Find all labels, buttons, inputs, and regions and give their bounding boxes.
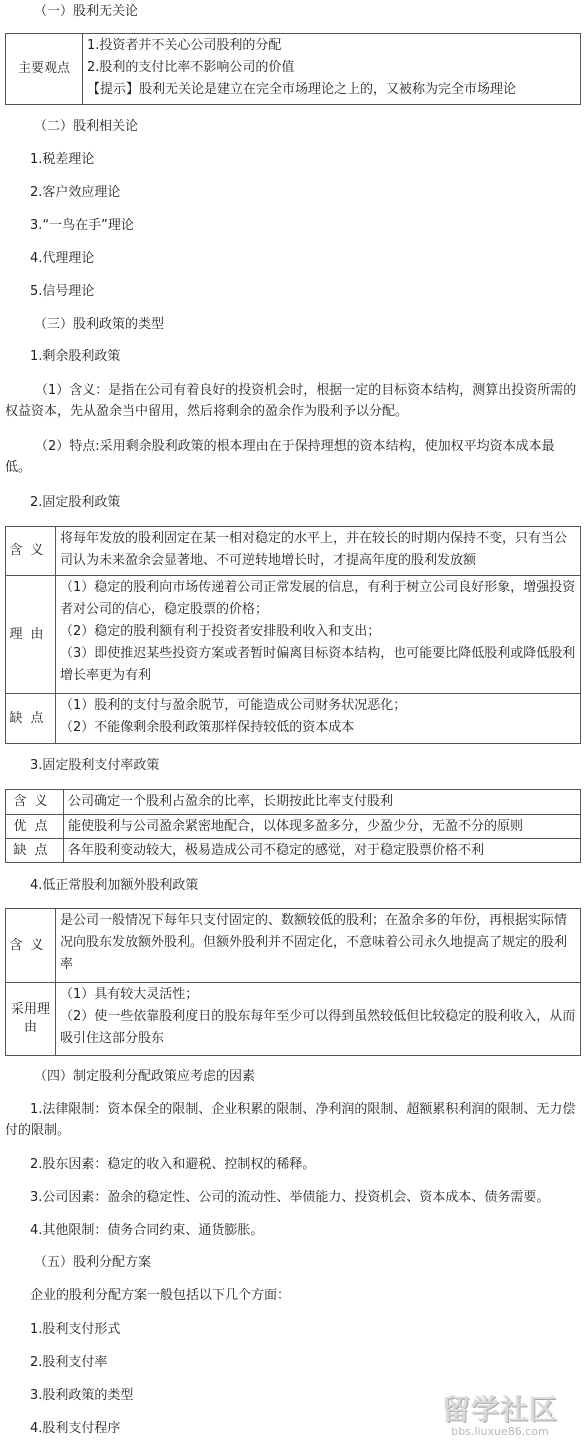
table-low-regular-plus-extra	[5, 908, 581, 1056]
subsection-title: 1.剩余股利政策	[30, 349, 121, 364]
table-main-viewpoints	[5, 33, 581, 105]
list-item: 3.股利政策的类型	[30, 1388, 134, 1403]
paragraph-meaning: （1）含义：是指在公司有着良好的投资机会时，根据一定的目标资本结构，测算出投资所需的权益资本，先从盈余当中留用，然后将剩余的盈余作为股利予以分配。	[5, 383, 577, 419]
row-content	[56, 983, 580, 1055]
subsection-title: 4.低正常股利加额外股利政策	[30, 878, 199, 893]
table-row	[6, 693, 580, 743]
list-item: 1.法律限制：资本保全的限制、企业积累的限制、净利润的限制、超额累积利润的限制、无力偿付的限制。	[5, 1102, 576, 1138]
content-line: （3）即使推迟某些投资方案或者暂时偏离目标资本结构，也可能要比降低股利或降低股利增长率更为有利	[60, 646, 576, 683]
list-item: 3.公司因素：盈余的稳定性、公司的流动性、举债能力、投资机会、资本成本、债务需要。	[30, 1190, 550, 1205]
content-line: （1）股利的支付与盈余脱节，可能造成公司财务状况恶化；	[60, 698, 407, 713]
section-heading-dividend-irrelevance: （一）股利无关论	[34, 4, 139, 19]
row-label: 主要观点	[6, 34, 83, 104]
table-row	[6, 909, 580, 982]
list-item: 2.客户效应理论	[30, 185, 121, 200]
row-content: 能使股利与公司盈余紧密地配合，以体现多盈多分，少盈少分，无盈不分的原则	[68, 819, 524, 834]
row-label: 含义	[6, 527, 56, 575]
section-heading-distribution-plan: （五）股利分配方案	[34, 1255, 152, 1270]
list-item: 1.税差理论	[30, 152, 95, 167]
table-row	[6, 575, 580, 693]
list-item: 5.信号理论	[30, 284, 95, 299]
list-item: 1.股利支付形式	[30, 1322, 121, 1337]
list-item: 4.其他限制：债务合同约束、通货膨胀。	[30, 1223, 264, 1238]
content-line: 2.股利的支付比率不影响公司的价值	[87, 60, 295, 75]
content-line: （2）使一些依靠股利度日的股东每年至少可以得到虽然较低但比较稳定的股利收入，从而吸引住这部分股东	[60, 1009, 576, 1046]
row-content: 将每年发放的股利固定在某一相对稳定的水平上，并在较长的时期内保持不变，只有当公司认为未来盈余会显著地、不可逆转地增长时，才提高年度的股利发放额	[60, 531, 568, 568]
list-item: 4.股利支付程序	[30, 1421, 121, 1436]
watermark-logo: 留学社区	[441, 1392, 558, 1426]
row-content: 是公司一般情况下每年只支付固定的、数额较低的股利；在盈余多的年份，再根据实际情况向股东发放额外股利。但额外股利并不固定化，不意味着公司永久地提高了规定的股利率	[60, 913, 568, 972]
content-line: （1）具有较大灵活性；	[60, 987, 199, 1002]
content-line: （2）不能像剩余股利政策那样保持较低的资本成本	[60, 720, 355, 735]
subsection-title: 3.固定股利支付率政策	[30, 758, 160, 773]
list-item: 2.股东因素：稳定的收入和避税、控制权的稀释。	[30, 1157, 316, 1172]
list-item: 4.代理理论	[30, 251, 95, 266]
row-label: 缺点	[6, 694, 56, 743]
paragraph-feature: （2）特点:采用剩余股利政策的根本理由在于保持理想的资本结构，使加权平均资本成本最低。	[5, 439, 555, 475]
row-label: 采用理由	[6, 983, 56, 1055]
list-item: 3.“一鸟在手”理论	[30, 218, 134, 233]
row-content	[56, 576, 580, 693]
section-heading-dividend-relevance: （二）股利相关论	[34, 119, 139, 134]
section-heading-policy-factors: （四）制定股利分配政策应考虑的因素	[34, 1069, 256, 1084]
content-line: 1.投资者并不关心公司股利的分配	[87, 38, 282, 53]
table-row	[6, 527, 580, 575]
content-line: （1）稳定的股利向市场传递着公司正常发展的信息，有利于树立公司良好形象，增强投资者对公司的信心，稳定股票的价格；	[60, 580, 576, 617]
subsection-title: 2.固定股利政策	[30, 495, 121, 510]
content-line: （2）稳定的股利额有利于投资者安排股利收入和支出；	[60, 624, 381, 639]
table-row	[6, 982, 580, 1055]
table-fixed-payout-ratio	[5, 789, 581, 863]
row-label: 含义	[6, 909, 56, 982]
paragraph-intro: 企业的股利分配方案一般包括以下几个方面：	[30, 1288, 291, 1303]
row-content: 各年股利变动较大，极易造成公司不稳定的感觉，对于稳定股票价格不利	[68, 843, 485, 858]
row-label: 优点	[6, 815, 64, 838]
row-content	[56, 694, 580, 743]
watermark-url: bbs.liuxue86.com	[451, 1424, 549, 1438]
list-item: 2.股利支付率	[30, 1355, 108, 1370]
row-content: 公司确定一个股利占盈余的比率，长期按此比率支付股利	[68, 794, 394, 809]
table-row	[6, 790, 580, 814]
row-label: 含义	[6, 790, 64, 814]
table-row	[6, 838, 580, 862]
content-line: 【提示】股利无关论是建立在完全市场理论之上的，又被称为完全市场理论	[87, 82, 517, 97]
table-fixed-dividend	[5, 526, 581, 744]
row-label: 理由	[6, 576, 56, 693]
section-heading-policy-types: （三）股利政策的类型	[34, 317, 165, 332]
site-watermark	[421, 1391, 579, 1441]
row-label: 缺点	[6, 839, 64, 862]
row-content	[83, 34, 580, 104]
table-row	[6, 34, 580, 104]
table-row	[6, 814, 580, 838]
